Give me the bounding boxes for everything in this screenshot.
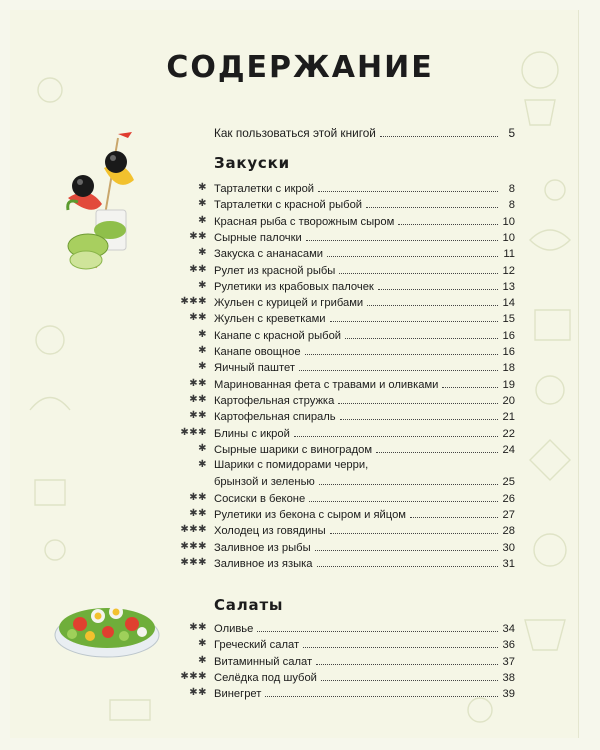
toc-entry-title: Рулетики из бекона с сыром и яйцом bbox=[214, 509, 406, 521]
dot-leader bbox=[317, 555, 498, 567]
toc-page-number: 8 bbox=[508, 199, 515, 212]
difficulty-stars-icon: ✱ bbox=[198, 214, 207, 226]
toc-entry-title: Винегрет bbox=[214, 688, 262, 701]
dot-leader bbox=[345, 327, 498, 339]
toc-row[interactable] bbox=[150, 408, 515, 424]
dot-leader bbox=[265, 685, 498, 697]
difficulty-stars-icon: ✱ bbox=[198, 328, 207, 340]
dot-leader bbox=[294, 425, 498, 437]
difficulty-stars-icon: ✱✱ bbox=[189, 508, 207, 519]
toc-page-number: 16 bbox=[502, 329, 515, 342]
toc-entry-title: Картофельная спираль bbox=[214, 411, 336, 424]
toc-page-number: 12 bbox=[502, 264, 515, 277]
toc-row[interactable] bbox=[150, 506, 515, 522]
toc-entry-title: брынзой и зеленью bbox=[214, 476, 315, 489]
dot-leader bbox=[318, 180, 498, 192]
canape-skewer-illustration bbox=[48, 128, 143, 278]
toc-entry-title: Сырные палочки bbox=[214, 231, 302, 244]
toc-page-number: 34 bbox=[502, 623, 515, 635]
toc-entry-title: Сырные шарики с виноградом bbox=[214, 443, 373, 456]
toc-row[interactable] bbox=[150, 245, 515, 261]
toc-entry-title: Шарики с помидорами черри, bbox=[214, 459, 369, 472]
dot-leader bbox=[367, 294, 498, 306]
difficulty-stars-icon: ✱✱✱ bbox=[180, 556, 207, 568]
toc-entry-title: Тарталетки с красной рыбой bbox=[214, 199, 363, 212]
dot-leader bbox=[327, 245, 498, 257]
toc-entry-title: Канапе овощное bbox=[214, 346, 301, 358]
toc-page-number: 27 bbox=[502, 509, 515, 521]
toc-entry-title: Оливье bbox=[214, 623, 254, 635]
toc-row[interactable] bbox=[150, 457, 515, 473]
toc-entry-title: Заливное из языка bbox=[214, 557, 313, 570]
toc-page-number: 20 bbox=[502, 394, 515, 407]
toc-entry-title: Яичный паштет bbox=[214, 362, 295, 375]
toc-entry-title: Сосиски в беконе bbox=[214, 492, 306, 505]
dot-leader bbox=[306, 229, 498, 241]
dot-leader bbox=[303, 636, 498, 648]
toc-row[interactable] bbox=[150, 294, 515, 310]
difficulty-stars-icon: ✱ bbox=[198, 459, 207, 471]
difficulty-stars-icon: ✱✱✱ bbox=[180, 426, 207, 438]
salad-bowl-illustration bbox=[50, 580, 165, 670]
toc-page-number: 21 bbox=[502, 411, 515, 424]
difficulty-stars-icon: ✱✱ bbox=[189, 491, 207, 503]
toc-row[interactable] bbox=[150, 359, 515, 375]
dot-leader bbox=[442, 376, 498, 388]
difficulty-stars-icon: ✱ bbox=[198, 279, 207, 291]
difficulty-stars-icon: ✱✱✱ bbox=[180, 540, 207, 552]
dot-leader bbox=[299, 359, 498, 371]
toc-row[interactable] bbox=[150, 229, 515, 245]
difficulty-stars-icon: ✱✱✱ bbox=[180, 524, 207, 536]
dot-leader bbox=[366, 196, 498, 208]
toc-row[interactable] bbox=[150, 441, 515, 457]
dot-leader bbox=[338, 392, 498, 404]
difficulty-stars-icon: ✱✱ bbox=[189, 410, 207, 422]
dot-leader bbox=[340, 408, 498, 420]
dot-leader bbox=[378, 278, 498, 290]
section-heading-snacks: Закуски bbox=[214, 154, 290, 172]
toc-entry-title: Заливное из рыбы bbox=[214, 541, 311, 554]
toc-page-number: 18 bbox=[502, 362, 515, 375]
toc-page-number: 39 bbox=[502, 688, 515, 701]
dot-leader bbox=[339, 262, 498, 274]
dot-leader bbox=[305, 343, 498, 355]
toc-row[interactable] bbox=[150, 685, 515, 701]
toc-entry-title: Закуска с ананасами bbox=[214, 248, 324, 261]
toc-page-number: 30 bbox=[502, 541, 515, 554]
difficulty-stars-icon: ✱ bbox=[198, 198, 207, 210]
toc-entry-title: Картофельная стружка bbox=[214, 394, 335, 407]
dot-leader bbox=[410, 506, 498, 518]
dot-leader bbox=[257, 620, 498, 632]
toc-page-number: 28 bbox=[502, 525, 515, 538]
toc-page-number: 19 bbox=[502, 378, 515, 391]
toc-page-number: 5 bbox=[508, 126, 515, 140]
toc-entry-title: Тарталетки с икрой bbox=[214, 183, 315, 195]
difficulty-stars-icon: ✱✱ bbox=[189, 263, 207, 275]
toc-page-number: 13 bbox=[502, 280, 515, 293]
toc-row[interactable] bbox=[150, 539, 515, 555]
toc-page-number: 38 bbox=[502, 671, 515, 684]
toc-row[interactable] bbox=[150, 490, 515, 506]
difficulty-stars-icon: ✱✱ bbox=[189, 393, 207, 405]
toc-page-number: 11 bbox=[503, 248, 515, 261]
toc-entry-title: Холодец из говядины bbox=[214, 525, 326, 538]
toc-page-number: 8 bbox=[508, 183, 515, 195]
toc-intro-row[interactable] bbox=[150, 125, 515, 141]
difficulty-stars-icon: ✱ bbox=[198, 247, 207, 259]
difficulty-stars-icon: ✱ bbox=[198, 442, 207, 454]
toc-page-number: 15 bbox=[502, 313, 515, 326]
difficulty-stars-icon: ✱ bbox=[198, 182, 207, 193]
toc-row[interactable] bbox=[150, 425, 515, 441]
toc-entry-title: Витаминный салат bbox=[214, 655, 313, 668]
dot-leader bbox=[321, 669, 498, 681]
dot-leader bbox=[330, 522, 498, 534]
dot-leader bbox=[319, 473, 498, 485]
toc-entry-title: Жульен с курицей и грибами bbox=[214, 297, 364, 310]
toc-row[interactable] bbox=[150, 620, 515, 636]
toc-entry-title: Жульен с креветками bbox=[214, 313, 326, 326]
difficulty-stars-icon: ✱ bbox=[198, 361, 207, 373]
toc-page-number: 22 bbox=[502, 427, 515, 440]
toc-entry-title: Красная рыба с творожным сыром bbox=[214, 215, 395, 228]
toc-row[interactable] bbox=[150, 180, 515, 196]
toc-entry-title: Как пользоваться этой книгой bbox=[214, 126, 376, 140]
difficulty-stars-icon: ✱✱✱ bbox=[180, 670, 207, 682]
dot-leader bbox=[376, 441, 498, 453]
toc-entry-title: Блины с икрой bbox=[214, 427, 290, 440]
toc-entry-title: Канапе с красной рыбой bbox=[214, 329, 342, 342]
page-title: СОДЕРЖАНИЕ bbox=[166, 50, 434, 85]
toc-page-number: 16 bbox=[502, 346, 515, 358]
dot-leader bbox=[315, 539, 498, 551]
toc-row[interactable] bbox=[150, 555, 515, 571]
toc-page-number: 36 bbox=[502, 639, 515, 652]
difficulty-stars-icon: ✱✱✱ bbox=[180, 296, 207, 308]
toc-row[interactable] bbox=[150, 669, 515, 685]
toc-row[interactable] bbox=[150, 327, 515, 343]
toc-row[interactable] bbox=[150, 262, 515, 278]
difficulty-stars-icon: ✱✱ bbox=[189, 687, 207, 699]
toc-row[interactable] bbox=[150, 392, 515, 408]
toc-row[interactable] bbox=[150, 473, 515, 489]
difficulty-stars-icon: ✱ bbox=[198, 654, 207, 666]
toc-row[interactable] bbox=[150, 653, 515, 669]
dot-leader bbox=[316, 653, 498, 665]
difficulty-stars-icon: ✱ bbox=[198, 638, 207, 650]
section-heading-salads: Салаты bbox=[214, 596, 284, 614]
difficulty-stars-icon: ✱✱ bbox=[189, 622, 207, 633]
difficulty-stars-icon: ✱ bbox=[198, 345, 207, 356]
toc-row[interactable] bbox=[150, 376, 515, 392]
difficulty-stars-icon: ✱✱ bbox=[189, 377, 207, 389]
toc-page-number: 10 bbox=[502, 231, 515, 244]
toc-page-number: 10 bbox=[502, 215, 515, 228]
dot-leader bbox=[330, 310, 498, 322]
dot-leader bbox=[380, 125, 498, 137]
toc-page-number: 24 bbox=[502, 443, 515, 456]
toc-entry-title: Маринованная фета с травами и оливками bbox=[214, 378, 439, 391]
difficulty-stars-icon: ✱✱ bbox=[189, 230, 207, 242]
toc-page-number: 25 bbox=[502, 476, 515, 489]
toc-row[interactable] bbox=[150, 278, 515, 294]
toc-page-number: 26 bbox=[502, 492, 515, 505]
toc-entry-title: Греческий салат bbox=[214, 639, 300, 652]
toc-entry-title: Селёдка под шубой bbox=[214, 671, 317, 684]
toc-row[interactable] bbox=[150, 213, 515, 229]
toc-entry-title: Рулетики из крабовых палочек bbox=[214, 280, 374, 293]
toc-row[interactable] bbox=[150, 343, 515, 359]
toc-row[interactable] bbox=[150, 196, 515, 212]
difficulty-stars-icon: ✱✱ bbox=[189, 312, 207, 324]
dot-leader bbox=[309, 490, 498, 502]
toc-entry-title: Рулет из красной рыбы bbox=[214, 264, 336, 277]
toc-page-number: 37 bbox=[502, 655, 515, 668]
dot-leader bbox=[398, 213, 498, 225]
toc-row[interactable] bbox=[150, 636, 515, 652]
toc-row[interactable] bbox=[150, 522, 515, 538]
toc-row[interactable] bbox=[150, 310, 515, 326]
toc-page-number: 14 bbox=[502, 297, 515, 310]
toc-page-number: 31 bbox=[502, 557, 515, 570]
